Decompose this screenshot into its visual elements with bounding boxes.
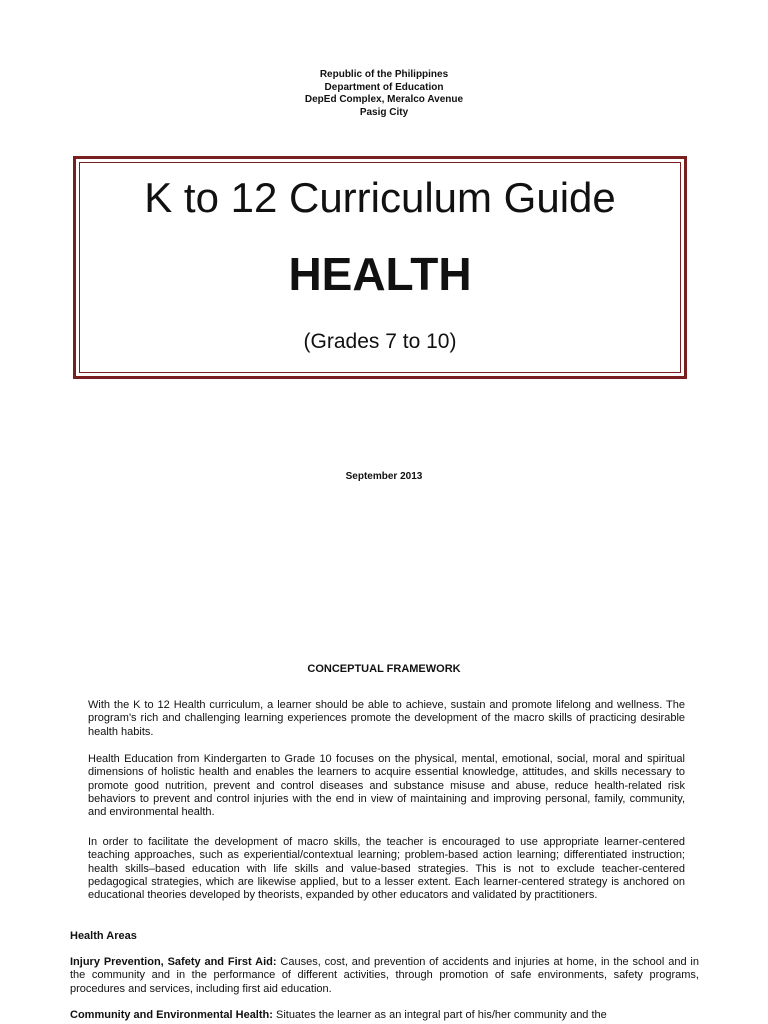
issuing-office-header: [0, 69, 768, 119]
health-area-item: [70, 1009, 699, 1022]
header-country: Republic of the Philippines: [319, 69, 449, 80]
health-areas-heading: Health Areas: [70, 930, 137, 942]
publication-date: September 2013: [345, 471, 423, 482]
subject-title: HEALTH: [288, 248, 472, 300]
document-title: K to 12 Curriculum Guide: [144, 174, 616, 221]
header-city: Pasig City: [359, 106, 409, 118]
paragraph-intro: With the K to 12 Health curriculum, a learner should be able to achieve, sustain and promote lifelong and wellness. The program's rich and challenging learning experiences promote the development of the macro skills of practicing desirable health habits.: [88, 699, 685, 738]
health-area-description: Situates the learner as an integral part of his/her community and the: [272, 1009, 607, 1021]
section-heading: CONCEPTUAL FRAMEWORK: [307, 663, 461, 675]
title-frame: [73, 156, 687, 379]
health-area-term: Injury Prevention, Safety and First Aid:: [70, 956, 277, 968]
paragraph-approaches: In order to facilitate the development of macro skills, the teacher is encouraged to use appropriate learner-centered teaching approaches, such as experiential/contextual learning; problem-based action learning; differentiated instruction; health skills–based education with life skills and value-based strategies. This is not to exclude teacher-centered pedagogical strategies, which are likewise applied, but to a lesser extent. Each learner-centered strategy is anchored on educational theories developed by theorists, expanded by other educators and validated by practitioners.: [88, 836, 685, 902]
health-area-item: [70, 956, 699, 996]
header-address: DepEd Complex, Meralco Avenue: [304, 94, 464, 105]
paragraph-focus: Health Education from Kindergarten to Grade 10 focuses on the physical, mental, emotional, social, moral and spiritual dimensions of holistic health and enables the learners to acquire essential knowledge, attitudes, and skills necessary to promote good nutrition, prevent and control diseases and substance misuse and abuse, reduce health-related risk behaviors to prevent and control injuries with the end in view of maintaining and improving personal, family, community, and environmental health.: [88, 753, 685, 819]
header-department: Department of Education: [324, 81, 444, 93]
health-area-term: Community and Environmental Health:: [70, 1009, 273, 1021]
health-area-description: Causes, cost, and prevention of accidents and injuries at home, in the school and in the community and in the performance of different activities, through promotion of safe environments, safety programs, procedures and services, including first aid education.: [70, 956, 699, 995]
grade-range: (Grades 7 to 10): [303, 330, 457, 353]
